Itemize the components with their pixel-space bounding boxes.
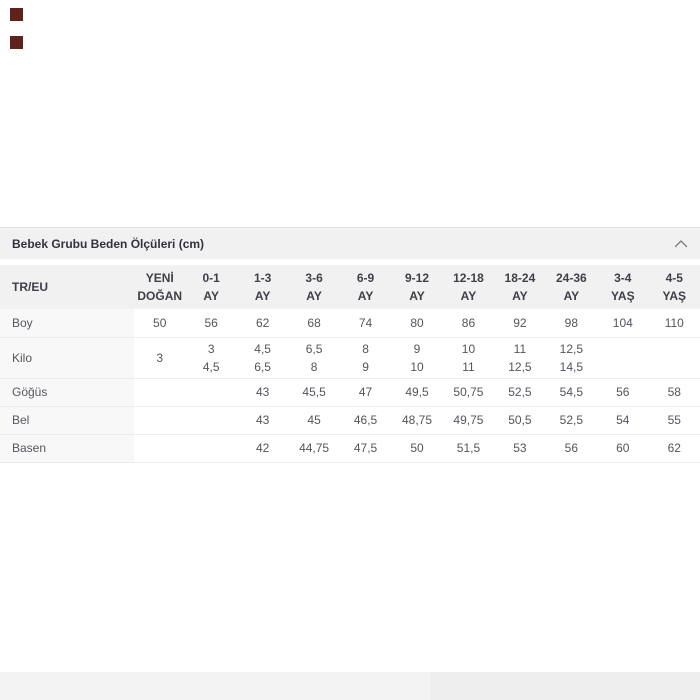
value-cell: 60: [597, 434, 648, 462]
value-cell: 110: [649, 309, 700, 337]
age-column-header: 6-9 AY: [340, 265, 391, 309]
value-cell: 58: [649, 378, 700, 406]
row-label: Kilo: [0, 337, 134, 378]
value-cell: 48,75: [391, 406, 442, 434]
row-label: Basen: [0, 434, 134, 462]
value-cell: 42: [237, 434, 288, 462]
value-cell: 55: [649, 406, 700, 434]
value-cell: 52,5: [494, 378, 545, 406]
value-cell: 51,5: [443, 434, 494, 462]
age-column-header: 3-6 AY: [288, 265, 339, 309]
value-cell: 50,5: [494, 406, 545, 434]
value-cell: 56: [185, 309, 236, 337]
value-cell: 92: [494, 309, 545, 337]
value-cell: 86: [443, 309, 494, 337]
value-cell: [134, 378, 185, 406]
value-cell: 44,75: [288, 434, 339, 462]
table-row: [0, 309, 700, 337]
value-cell: 47: [340, 378, 391, 406]
age-column-header: 0-1 AY: [185, 265, 236, 309]
value-cell: 98: [546, 309, 597, 337]
age-column-header: 12-18 AY: [443, 265, 494, 309]
value-cell: 52,5: [546, 406, 597, 434]
value-cell: 8 9: [340, 337, 391, 378]
age-column-header: 3-4 YAŞ: [597, 265, 648, 309]
table-row: [0, 337, 700, 378]
value-cell: [185, 378, 236, 406]
size-guide-accordion: [0, 227, 700, 463]
age-column-header: 1-3 AY: [237, 265, 288, 309]
value-cell: [649, 337, 700, 378]
table-row: [0, 406, 700, 434]
value-cell: 3 4,5: [185, 337, 236, 378]
value-cell: 74: [340, 309, 391, 337]
value-cell: 104: [597, 309, 648, 337]
value-cell: 46,5: [340, 406, 391, 434]
value-cell: 50,75: [443, 378, 494, 406]
value-cell: [185, 434, 236, 462]
table-header-row: [0, 265, 700, 309]
value-cell: [597, 337, 648, 378]
value-cell: 43: [237, 406, 288, 434]
size-chart-table: [0, 265, 700, 463]
value-cell: 56: [597, 378, 648, 406]
value-cell: 45: [288, 406, 339, 434]
value-cell: 49,75: [443, 406, 494, 434]
value-cell: 62: [237, 309, 288, 337]
age-column-header: 4-5 YAŞ: [649, 265, 700, 309]
value-cell: 11 12,5: [494, 337, 545, 378]
value-cell: 56: [546, 434, 597, 462]
value-cell: 50: [391, 434, 442, 462]
age-column-header: 9-12 AY: [391, 265, 442, 309]
value-cell: 54,5: [546, 378, 597, 406]
table-row: [0, 378, 700, 406]
value-cell: 3: [134, 337, 185, 378]
value-cell: 43: [237, 378, 288, 406]
row-label: Göğüs: [0, 378, 134, 406]
row-label: Boy: [0, 309, 134, 337]
accordion-title: Bebek Grubu Beden Ölçüleri (cm): [12, 236, 205, 251]
value-cell: 53: [494, 434, 545, 462]
color-swatch-1[interactable]: [10, 8, 23, 21]
value-cell: 50: [134, 309, 185, 337]
corner-header-tr-eu: TR/EU: [0, 265, 134, 309]
footer-bar: [0, 672, 700, 700]
value-cell: 45,5: [288, 378, 339, 406]
footer-segment-left: [0, 672, 430, 700]
color-swatch-2[interactable]: [10, 36, 23, 49]
footer-segment-right: [430, 672, 700, 700]
value-cell: 9 10: [391, 337, 442, 378]
value-cell: [134, 406, 185, 434]
value-cell: 49,5: [391, 378, 442, 406]
value-cell: 47,5: [340, 434, 391, 462]
table-row: [0, 434, 700, 462]
value-cell: 12,5 14,5: [546, 337, 597, 378]
value-cell: 80: [391, 309, 442, 337]
value-cell: [185, 406, 236, 434]
value-cell: 6,5 8: [288, 337, 339, 378]
value-cell: [134, 434, 185, 462]
product-swatches: [10, 8, 26, 64]
value-cell: 10 11: [443, 337, 494, 378]
value-cell: 62: [649, 434, 700, 462]
accordion-header[interactable]: [0, 227, 700, 259]
age-column-header: 18-24 AY: [494, 265, 545, 309]
age-column-header: YENİ DOĞAN: [134, 265, 185, 309]
value-cell: 54: [597, 406, 648, 434]
chevron-up-icon: [674, 239, 688, 248]
row-label: Bel: [0, 406, 134, 434]
value-cell: 68: [288, 309, 339, 337]
age-column-header: 24-36 AY: [546, 265, 597, 309]
value-cell: 4,5 6,5: [237, 337, 288, 378]
